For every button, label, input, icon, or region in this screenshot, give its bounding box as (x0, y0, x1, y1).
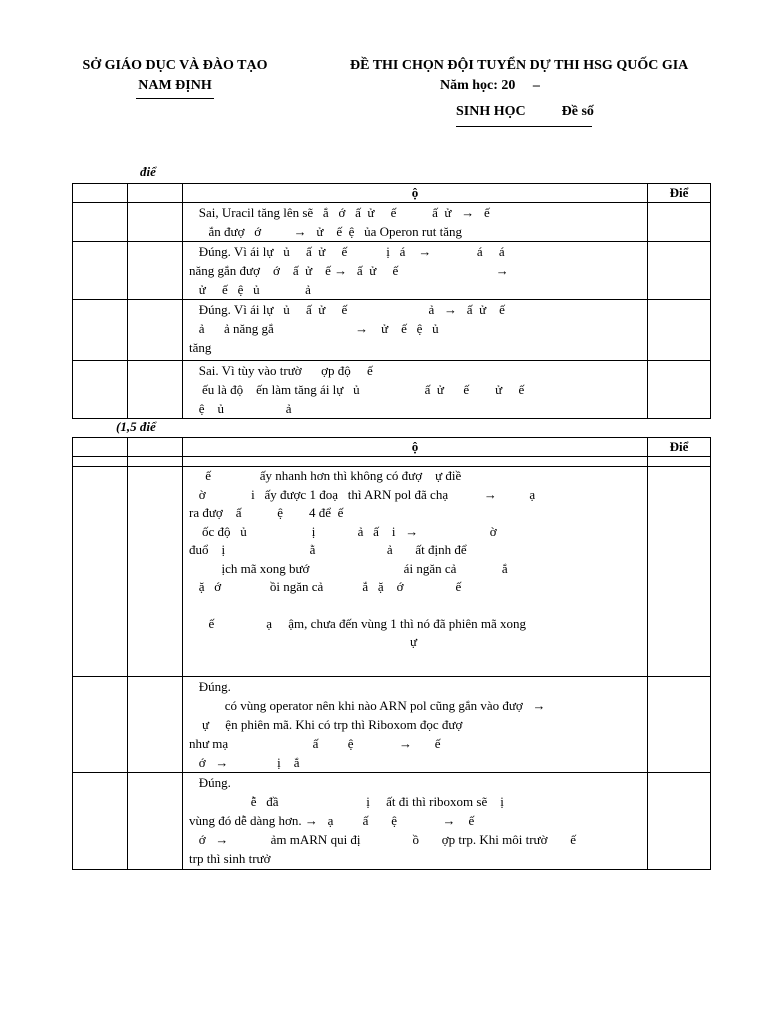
table-row (73, 677, 711, 773)
exam-title-block (350, 56, 730, 122)
answer-cell: Đúng. có vùng operator nên khi nào ARN pol cũng gắn vào đượ → ự ện phiên mã. Khi có trp thì Riboxom đọc đượ như mạ ấ ệ → ế ớ → ị ắ (183, 677, 648, 773)
table-row (73, 361, 711, 419)
table-row (73, 773, 711, 870)
subject-name: SINH HỌC (456, 104, 526, 119)
table-row (73, 203, 711, 242)
exam-title: ĐỀ THI CHỌN ĐỘI TUYỂN DỰ THI HSG QUỐC GIA (350, 58, 689, 73)
school-year: Năm học: 20 – (440, 78, 540, 93)
table-row (73, 242, 711, 300)
table-row (73, 457, 711, 467)
table-row (73, 467, 711, 677)
content-header: ộ (183, 438, 648, 457)
exam-number: Đề số (561, 104, 594, 119)
table-row (73, 300, 711, 361)
table-header-row (73, 184, 711, 203)
issuer-underline (136, 98, 214, 99)
answer-cell: Sai. Vì tùy vào trườ ợp độ ế ếu là độ ến làm tăng ái lự ủ ấ ử ế ử ế ệ ủ ả (183, 361, 648, 419)
answer-cell: Sai, Uracil tăng lên sẽ ắ ớ ấ ử ế ấ ử → ế ắn đượ ớ → ử ế ệ ủa Operon rut tăng (183, 203, 648, 242)
answer-cell: ế ấy nhanh hơn thì không có đượ ự điề ờ i ấy được 1 đoạ thì ARN pol đã chạ → ạ ra đượ ấ ệ 4 để ế ốc độ ủ ị ả ấ i → ờ đuổ ị ằ ả ất định để ịch mã xong bướ ái ngăn cả ắ ặ ớ ồi ngăn cả ắ ặ ớ ế ế ạ ậm, chưa đến vùng 1 thì nó đã phiên mã xong ự (183, 467, 648, 677)
answer-cell: Đúng. Vì ái lự ủ ấ ử ế ị á → á á năng gắn đượ ớ ấ ử ế → ấ ử ế → ử ế ệ ủ ả (183, 242, 648, 300)
score-header: Điể (648, 438, 711, 457)
answer-table-2 (72, 437, 711, 870)
section2-label: (1,5 điể (116, 419, 156, 434)
issuer-block (60, 56, 290, 99)
table-header-row (73, 438, 711, 457)
answer-cell: Đúng. ễ đầ ị ất đi thì riboxom sẽ ị vùng đó dễ dàng hơn. → ạ ấ ệ → ế ớ → ảm mARN qui đị ồ ợp trp. Khi môi trườ ế trp thì sinh trưở (183, 773, 648, 870)
issuer-province: NAM ĐỊNH (138, 78, 212, 93)
content-header: ộ (183, 184, 648, 203)
subject-line (350, 102, 730, 122)
score-header: Điể (648, 184, 711, 203)
answer-cell: Đúng. Vì ái lự ủ ấ ử ế ả → ấ ử ế ả ả năng gắ → ử ế ệ ủ tăng (183, 300, 648, 361)
answer-table-1 (72, 183, 711, 419)
section1-label: điể (140, 164, 156, 179)
subject-underline (456, 126, 592, 127)
issuer-department: SỞ GIÁO DỤC VÀ ĐÀO TẠO (82, 58, 268, 73)
